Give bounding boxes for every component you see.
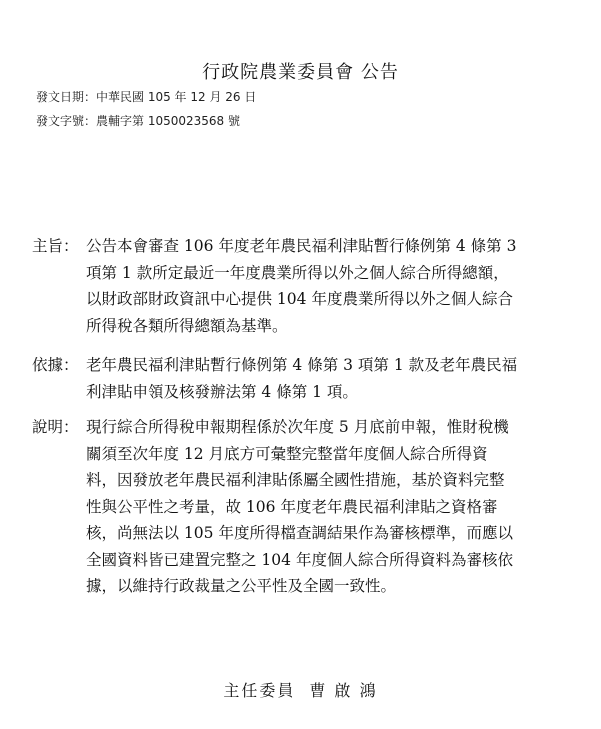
document-title: 行政院農業委員會 公告 xyxy=(202,62,399,83)
subject-line: 以財政部財政資訊中心提供 104 年度農業所得以外之個人綜合 xyxy=(86,290,513,308)
issue-date-label: 發文日期： xyxy=(36,90,97,104)
basis-body xyxy=(86,352,582,405)
subject-line: 項第 1 款所定最近一年度農業所得以外之個人綜合所得總額， xyxy=(86,263,509,282)
subject-label: 主旨： xyxy=(32,237,79,255)
subject-line: 公告本會審查 106 年度老年農民福利津貼暫行條例第 4 條第 3 xyxy=(86,237,517,255)
issue-date xyxy=(36,88,256,105)
basis-label: 依據： xyxy=(32,356,79,374)
basis-section xyxy=(32,352,582,405)
explanation-line: 據，以維持行政裁量之公平性及全國一致性。 xyxy=(86,577,397,595)
signature-block xyxy=(0,678,601,701)
subject-section xyxy=(32,233,582,339)
explanation-line: 全國資料皆已建置完整之 104 年度個人綜合所得資料為審核依 xyxy=(86,550,513,569)
signatory-name: 曹 啟 鴻 xyxy=(309,681,378,700)
explanation-line: 關須至次年度 12 月底方可彙整完整當年度個人綜合所得資 xyxy=(86,444,488,463)
explanation-line: 核，尚無法以 105 年度所得檔查調結果作為審核標準，而應以 xyxy=(86,524,513,542)
explanation-line: 現行綜合所得稅申報期程係於次年度 5 月底前申報，惟財稅機 xyxy=(86,418,509,436)
issue-date-value: 中華民國 105 年 12 月 26 日 xyxy=(96,90,257,104)
signatory-title: 主任委員 xyxy=(223,681,296,700)
explanation-line: 料，因發放老年農民福利津貼係屬全國性措施，基於資料完整 xyxy=(86,471,505,489)
document-number-label: 發文字號： xyxy=(36,114,97,128)
subject-body xyxy=(86,233,582,339)
basis-line: 老年農民福利津貼暫行條例第 4 條第 3 項第 1 款及老年農民福 xyxy=(86,356,518,374)
document-number-value: 農輔字第 1050023568 號 xyxy=(96,114,240,128)
explanation-section xyxy=(32,414,582,600)
document-number xyxy=(36,112,240,129)
basis-line: 利津貼申領及核發辦法第 4 條第 1 項。 xyxy=(86,382,358,401)
explanation-label: 說明： xyxy=(32,418,79,436)
explanation-body xyxy=(86,414,582,600)
subject-line: 所得稅各類所得總額為基準。 xyxy=(86,316,288,335)
explanation-line: 性與公平性之考量，故 106 年度老年農民福利津貼之資格審 xyxy=(86,497,498,516)
